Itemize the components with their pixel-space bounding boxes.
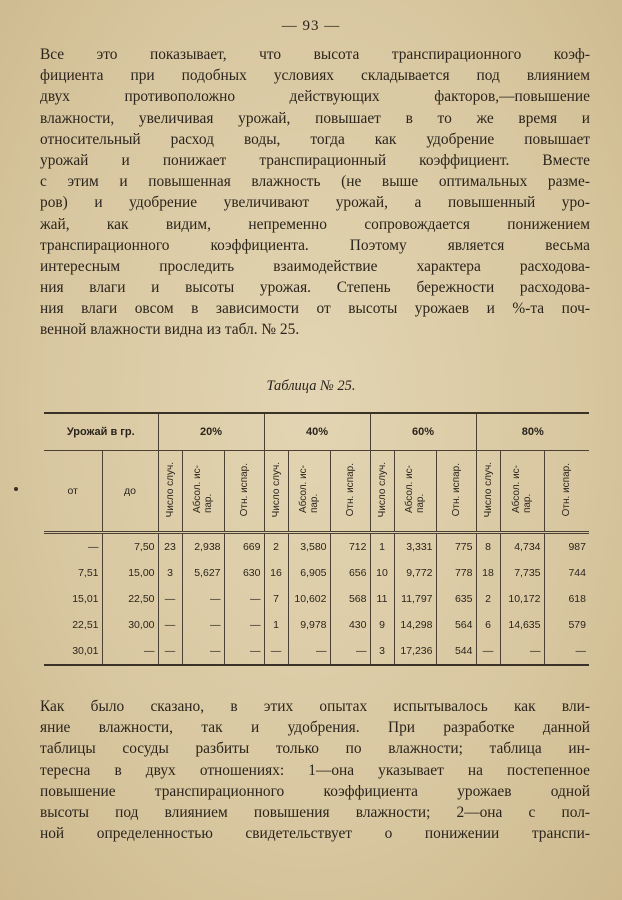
text-line: ров) и удобрение увеличивают урожай, а повышенный уро- [40, 194, 590, 212]
col-to-label: до [124, 485, 136, 497]
cell-rel-evap: 564 [436, 612, 476, 638]
table-row [44, 612, 589, 638]
table-row [44, 560, 589, 586]
text-line: таблицы сосуды разбиты только по влажности; таблица ин- [40, 740, 590, 758]
cell-rel-evap: 579 [544, 612, 589, 638]
sub-header [182, 451, 224, 533]
group-header: 20% [158, 413, 264, 451]
cell-abs-evap: 9,772 [394, 560, 436, 586]
sub-header-label: Абсол. ис- пар. [298, 465, 320, 514]
text-line: тересна в двух отношениях: 1—она указывает на постепенное [40, 761, 590, 779]
cell-rel-evap: 656 [330, 560, 370, 586]
group-header: 40% [264, 413, 370, 451]
cell-count: 23 [158, 533, 182, 561]
cell-rel-evap: — [224, 612, 264, 638]
sub-header-label: Отн. испар. [238, 462, 250, 517]
sub-header [436, 451, 476, 533]
page-number: — 93 — [281, 18, 341, 34]
sub-header-label: Абсол. ис- пар. [192, 465, 214, 514]
cell-rel-evap: 987 [544, 533, 589, 561]
sub-header-label: Число случ. [376, 461, 388, 518]
cell-to: 30,00 [102, 612, 158, 638]
cell-to: 7,50 [102, 533, 158, 561]
paragraph-2 [40, 696, 590, 844]
cell-count: 3 [370, 638, 394, 665]
cell-abs-evap: 7,735 [500, 560, 544, 586]
text-line: ной определенностью свидетельствует о понижении транспи- [40, 825, 590, 843]
sub-header-label: Отн. испар. [344, 462, 356, 517]
cell-to: 15,00 [102, 560, 158, 586]
cell-abs-evap: 10,602 [288, 586, 330, 612]
sub-header-label: Отн. испар. [561, 462, 573, 517]
cell-count: — [158, 612, 182, 638]
text-line: интересным проследить взаимодействие характера расходова- [40, 257, 590, 275]
sub-header [158, 451, 182, 533]
cell-abs-evap: 11,797 [394, 586, 436, 612]
cell-abs-evap: 9,978 [288, 612, 330, 638]
table-subheader-row [44, 451, 589, 533]
text-line: транспирационного коэффициента. Поэтому является весьма [40, 236, 590, 254]
sub-header [224, 451, 264, 533]
text-line: повышение транспирационного коэффициента урожаев одной [40, 782, 590, 800]
cell-count: 9 [370, 612, 394, 638]
cell-from: 22,51 [44, 612, 102, 638]
cell-abs-evap: 10,172 [500, 586, 544, 612]
cell-rel-evap: — [224, 586, 264, 612]
margin-dot [14, 487, 18, 491]
cell-abs-evap: — [182, 586, 224, 612]
text-line: Как было сказано, в этих опытах испытывалось как вли- [40, 698, 590, 715]
text-line: фициента при подобных условиях складывается под влиянием [40, 67, 590, 85]
col-from-header [44, 451, 102, 533]
cell-rel-evap: — [330, 638, 370, 665]
group-header: 60% [370, 413, 476, 451]
cell-count: 1 [370, 533, 394, 561]
paragraph-1 [40, 44, 590, 341]
cell-rel-evap: 544 [436, 638, 476, 665]
cell-count: 3 [158, 560, 182, 586]
cell-abs-evap: — [182, 638, 224, 665]
sub-header-label: Число случ. [482, 461, 494, 518]
cell-count: 7 [264, 586, 288, 612]
cell-count: 1 [264, 612, 288, 638]
cell-rel-evap: 775 [436, 533, 476, 561]
cell-abs-evap: 2,938 [182, 533, 224, 561]
text-line: влажности, увеличивая урожай, повышает в то же время и [40, 109, 590, 127]
cell-rel-evap: 430 [330, 612, 370, 638]
sub-header [370, 451, 394, 533]
text-line: двух противоположно действующих факторов,—повышение [40, 88, 590, 106]
table-row [44, 638, 589, 665]
cell-count: 18 [476, 560, 500, 586]
cell-abs-evap: — [288, 638, 330, 665]
sub-header [394, 451, 436, 533]
cell-abs-evap: 17,236 [394, 638, 436, 665]
sub-header [500, 451, 544, 533]
cell-rel-evap: — [544, 638, 589, 665]
sub-header [544, 451, 589, 533]
table-header-row [44, 413, 589, 451]
table-row [44, 586, 589, 612]
sub-header-label: Отн. испар. [450, 462, 462, 517]
cell-count: — [264, 638, 288, 665]
text-line: яние влажности, так и удобрения. При разработке данной [40, 719, 590, 737]
cell-rel-evap: 669 [224, 533, 264, 561]
cell-count: 2 [264, 533, 288, 561]
text-line: относительный расход воды, тогда как удобрение повышает [40, 130, 590, 148]
cell-count: — [158, 638, 182, 665]
text-line: Все это показывает, что высота транспирационного коэф- [40, 46, 590, 63]
group-header: 80% [476, 413, 589, 451]
cell-count: 2 [476, 586, 500, 612]
cell-rel-evap: 568 [330, 586, 370, 612]
table-body [44, 533, 589, 666]
cell-count: — [476, 638, 500, 665]
cell-count: 10 [370, 560, 394, 586]
sub-header [476, 451, 500, 533]
yield-header: Урожай в гр. [44, 413, 158, 451]
cell-count: — [158, 586, 182, 612]
cell-rel-evap: 712 [330, 533, 370, 561]
sub-header [288, 451, 330, 533]
cell-from: 30,01 [44, 638, 102, 665]
cell-abs-evap: 14,635 [500, 612, 544, 638]
cell-abs-evap: — [500, 638, 544, 665]
cell-from: 7,51 [44, 560, 102, 586]
data-table [44, 412, 589, 666]
cell-rel-evap: 744 [544, 560, 589, 586]
col-from-label: от [67, 485, 78, 497]
cell-from: 15,01 [44, 586, 102, 612]
text-line: венной влажности видна из табл. № 25. [40, 321, 300, 339]
cell-abs-evap: 3,580 [288, 533, 330, 561]
text-line: ния влаги и высоты урожая. Степень бережности расходова- [40, 279, 590, 297]
table-caption: Таблица № 25. [266, 378, 356, 394]
cell-rel-evap: 630 [224, 560, 264, 586]
cell-to: 22,50 [102, 586, 158, 612]
cell-rel-evap: 635 [436, 586, 476, 612]
sub-header-label: Число случ. [164, 461, 176, 518]
sub-header-label: Абсол. ис- пар. [511, 465, 533, 514]
table-row [44, 533, 589, 561]
sub-header-label: Абсол. ис- пар. [404, 465, 426, 514]
sub-header [264, 451, 288, 533]
sub-header [330, 451, 370, 533]
col-to-header [102, 451, 158, 533]
cell-rel-evap: — [224, 638, 264, 665]
cell-abs-evap: 4,734 [500, 533, 544, 561]
text-line: ния влаги овсом в зависимости от высоты урожаев и %-та поч- [40, 300, 590, 318]
cell-from: — [44, 533, 102, 561]
cell-count: 16 [264, 560, 288, 586]
text-line: урожай и понижает транспирационный коэффициент. Вместе [40, 151, 590, 169]
cell-to: — [102, 638, 158, 665]
cell-count: 6 [476, 612, 500, 638]
text-line: жай, как видим, непременно сопровождается понижением [40, 215, 590, 233]
cell-abs-evap: 3,331 [394, 533, 436, 561]
cell-count: 8 [476, 533, 500, 561]
cell-rel-evap: 778 [436, 560, 476, 586]
cell-count: 11 [370, 586, 394, 612]
cell-abs-evap: — [182, 612, 224, 638]
text-line: высоты под влиянием повышения влажности; 2—она с пол- [40, 803, 590, 821]
cell-abs-evap: 5,627 [182, 560, 224, 586]
sub-header-label: Число случ. [270, 461, 282, 518]
text-line: с этим и повышенная влажность (не выше оптимальных разме- [40, 173, 590, 191]
cell-abs-evap: 6,905 [288, 560, 330, 586]
cell-abs-evap: 14,298 [394, 612, 436, 638]
cell-rel-evap: 618 [544, 586, 589, 612]
